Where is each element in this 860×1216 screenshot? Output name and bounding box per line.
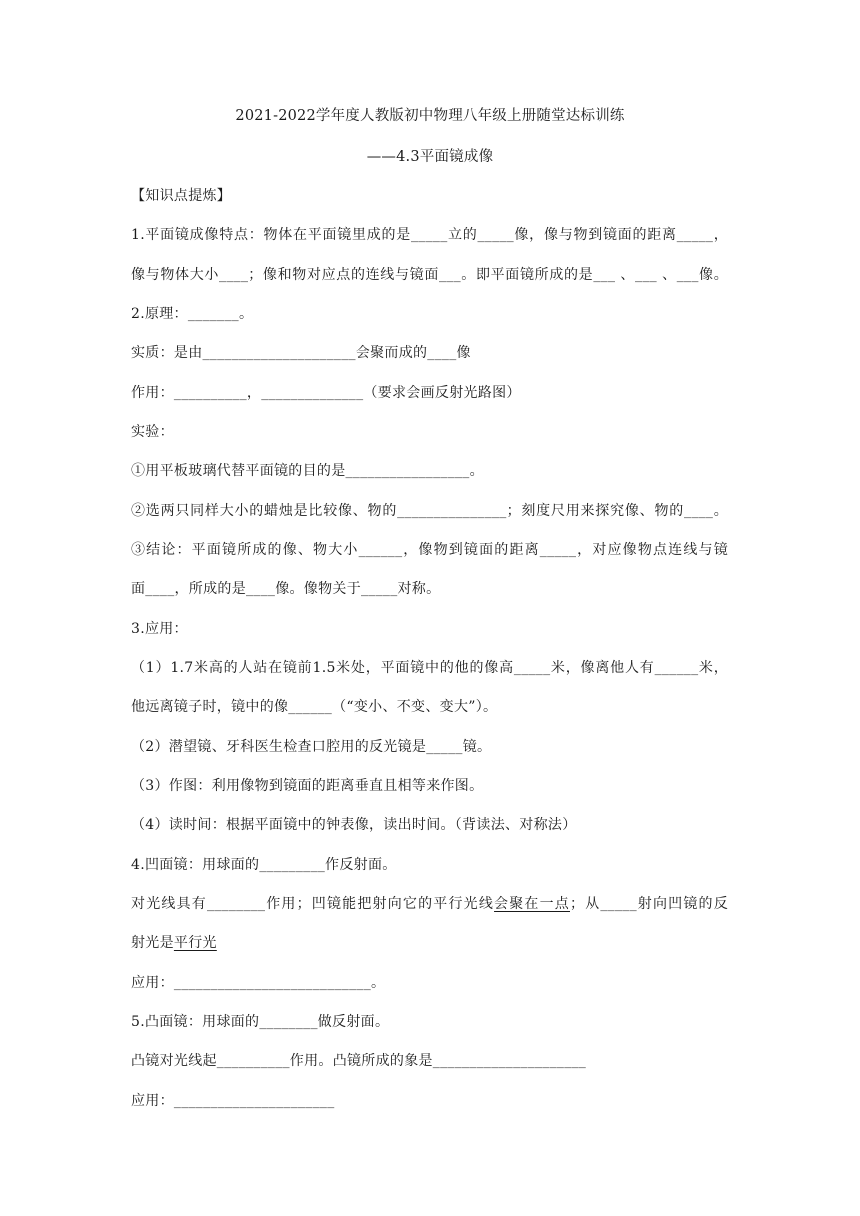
text-line: 5.凸面镜：用球面的________做反射面。 — [131, 1014, 390, 1030]
document-subtitle: ——4.3平面镜成像 — [366, 149, 494, 165]
section-heading: 【知识点提炼】 — [131, 188, 232, 204]
text-segment: 射光是 — [131, 935, 174, 951]
text-line: ②选两只同样大小的蜡烛是比较像、物的_______________；刻度尺用来探究像、物的____。 — [131, 503, 728, 519]
text-segment: ；从_____射向凹镜的反 — [570, 896, 729, 912]
text-segment: 对光线具有________作用；凹镜能把射向它的平行光线 — [131, 896, 495, 912]
underlined-text: 平行光 — [173, 935, 217, 951]
text-line: 2.原理：_______。 — [131, 306, 254, 322]
text-line: 实验： — [131, 424, 174, 440]
text-line: ①用平板玻璃代替平面镜的目的是_________________。 — [131, 463, 484, 479]
text-line: 作用：__________，______________（要求会画反射光路图） — [131, 385, 521, 401]
document-title: 2021-2022学年度人教版初中物理八年级上册随堂达标训练 — [235, 108, 625, 124]
text-line: 他远离镜子时，镜中的像______（“变小、不变、变大”）。 — [131, 699, 498, 715]
text-line: 实质：是由_____________________会聚而成的____像 — [131, 345, 471, 361]
text-line: ③结论：平面镜所成的像、物大小______，像物到镜面的距离_____，对应像物点连线与镜 — [131, 542, 728, 558]
text-line: 应用：______________________ — [131, 1093, 335, 1109]
text-line: 面____，所成的是____像。像物关于_____对称。 — [131, 581, 441, 597]
text-line: 凸镜对光线起__________作用。凸镜所成的象是_____________________ — [131, 1053, 587, 1069]
text-line: （3）作图：利用像物到镜面的距离垂直且相等来作图。 — [131, 778, 484, 794]
text-line: 3.应用： — [131, 621, 188, 637]
text-line: （1）1.7米高的人站在镜前1.5米处，平面镜中的他的像高_____米，像离他人有______米， — [131, 660, 728, 676]
text-line — [131, 932, 217, 952]
text-line: （4）读时间：根据平面镜中的钟表像，读出时间。（背读法、对称法） — [131, 817, 577, 833]
underlined-text: 会聚在一点 — [494, 896, 570, 912]
text-line: 像与物体大小____；像和物对应点的连线与镜面___。即平面镜所成的是___ 、___ 、___像。 — [131, 267, 728, 283]
text-line: （2）潜望镜、牙科医生检查口腔用的反光镜是_____镜。 — [131, 739, 492, 755]
text-line: 应用：___________________________。 — [131, 975, 386, 991]
text-line — [131, 893, 728, 913]
text-line: 4.凹面镜：用球面的_________作反射面。 — [131, 857, 397, 873]
text-line: 1.平面镜成像特点：物体在平面镜里成的是_____立的_____像，像与物到镜面的距离_____， — [131, 227, 728, 243]
